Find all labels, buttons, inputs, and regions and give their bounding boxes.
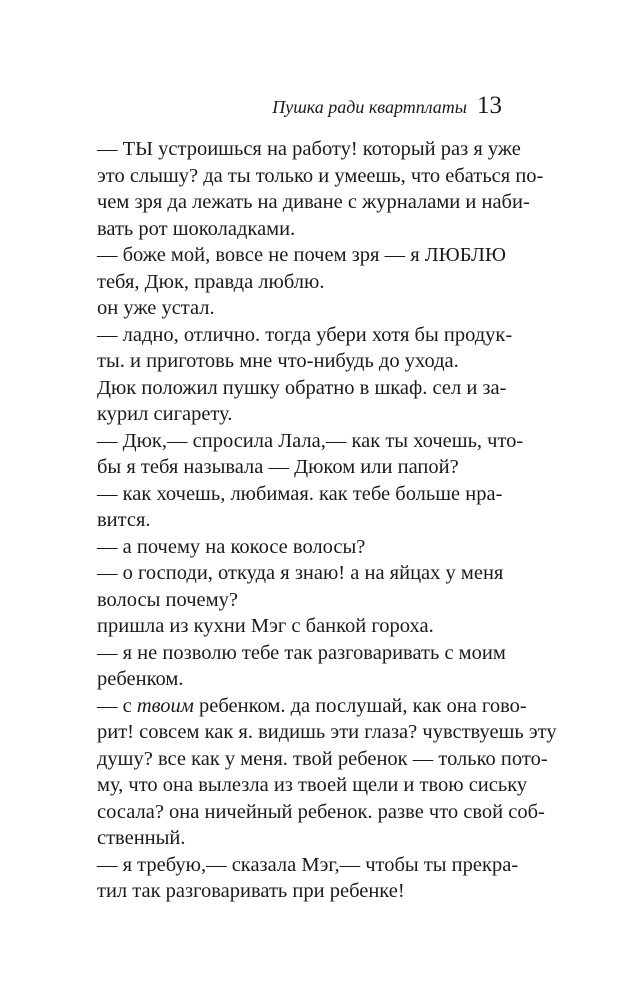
text-line: курил сигарету. — [97, 403, 233, 425]
text-line: му, что она вылезла из твоей щели и твою сиську — [97, 774, 528, 796]
text-line: пришла из кухни Мэг с банкой гороха. — [97, 615, 434, 637]
text-line: рит! совсем как я. видишь эти глаза? чувствуешь эту — [97, 721, 557, 743]
text-line: ственный. — [97, 827, 186, 849]
text-line: волосы почему? — [97, 588, 238, 611]
text-line: ребенком. — [97, 668, 184, 690]
text-line: сосала? она ничейный ребенок. разве что свой соб- — [97, 800, 545, 823]
text-line: чем зря да лежать на диване с журналами и наби- — [97, 191, 530, 213]
text-line: бы я тебя называла — Дюком или папой? — [97, 456, 459, 478]
text-line: вится. — [97, 509, 151, 531]
text-line: — Дюк,— спросила Лала,— как ты хочешь, что- — [97, 429, 524, 452]
text-line: — я не позволю тебе так разговаривать с моим — [97, 641, 506, 664]
body-text — [97, 136, 557, 905]
text-line: тебя, Дюк, правда люблю. — [97, 270, 325, 293]
text-line: — ладно, отлично. тогда убери хотя бы продук- — [97, 323, 513, 346]
page-number: 13 — [477, 92, 502, 119]
text-line: вать рот шоколадками. — [97, 217, 296, 240]
text-line: он уже устал. — [97, 297, 215, 319]
text-line: — я требую,— сказала Мэг,— чтобы ты прекра- — [97, 853, 519, 876]
text-line: тил так разговаривать при ребенке! — [97, 880, 405, 902]
text-line: — ТЫ устроишься на работу! который раз я уже — [97, 138, 521, 160]
text-line: — а почему на кокосе волосы? — [97, 535, 366, 558]
text-line: — о господи, откуда я знаю! а на яйцах у меня — [97, 562, 504, 584]
text-line: ты. и приготовь мне что-нибудь до ухода. — [97, 350, 459, 372]
text-line: Дюк положил пушку обратно в шкаф. сел и за- — [97, 376, 507, 399]
text-line: — боже мой, вовсе не почем зря — я ЛЮБЛЮ — [97, 244, 506, 266]
text-line: — с твоим ребенком. да послушай, как она гово- — [97, 694, 527, 717]
running-head — [272, 92, 502, 120]
emphasis-word: твоим — [136, 694, 194, 717]
text-line: душу? все как у меня. твой ребенок — только пото- — [97, 747, 548, 770]
running-title: Пушка ради квартплаты — [272, 97, 467, 117]
text-line: это слышу? да ты только и умеешь, что ебаться по- — [97, 164, 544, 187]
text-line: — как хочешь, любимая. как тебе больше нра- — [97, 482, 503, 505]
